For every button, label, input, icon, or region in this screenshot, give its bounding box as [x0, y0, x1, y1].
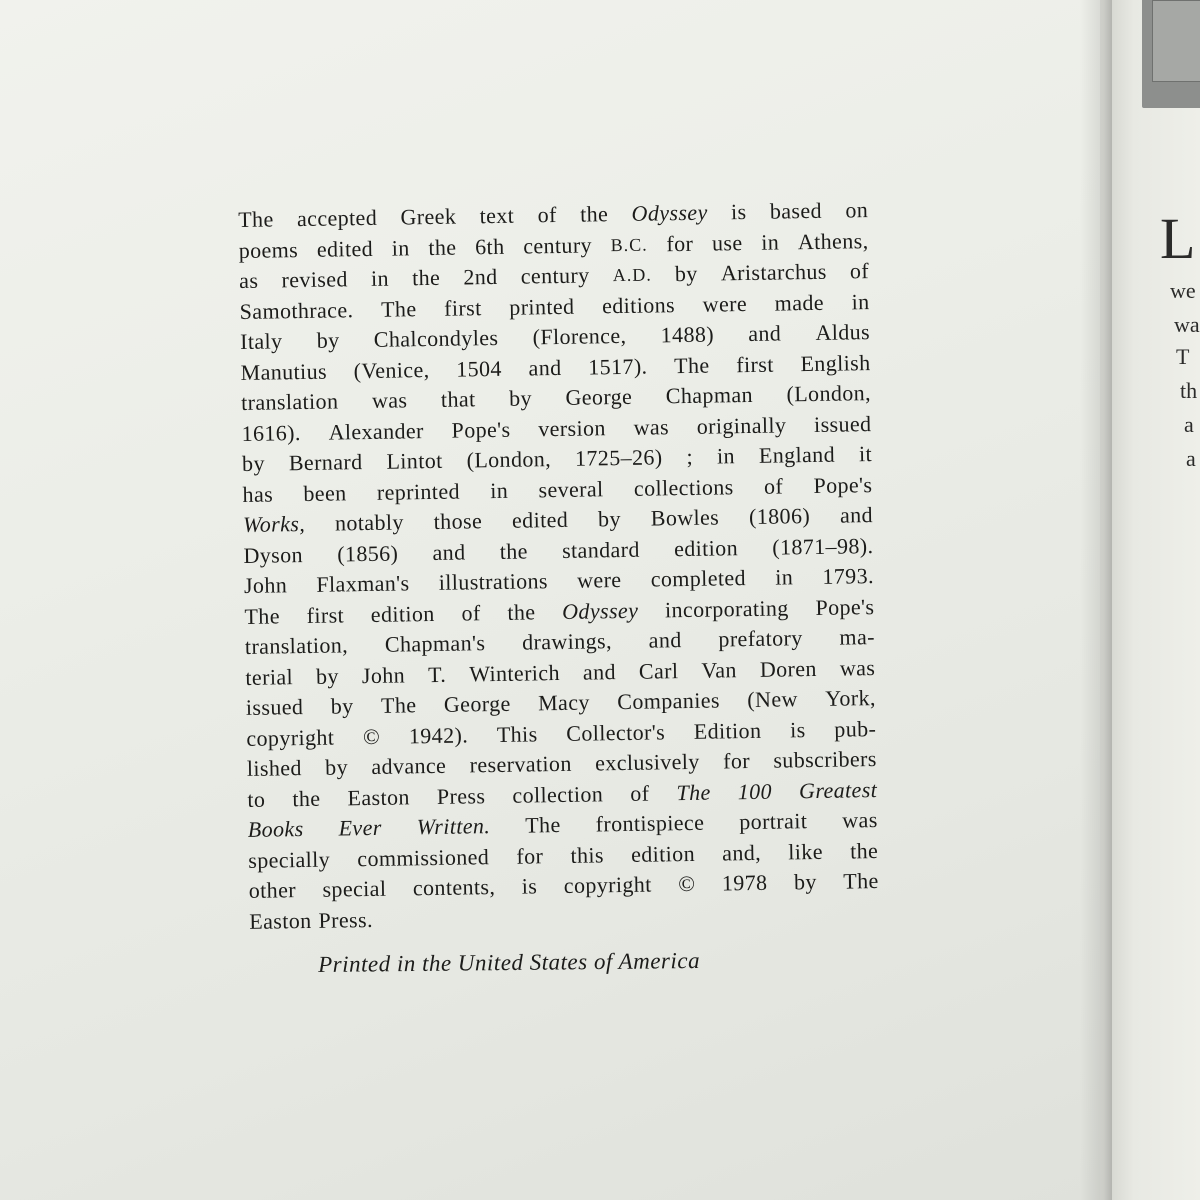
colophon-word: Samothrace. [239, 296, 354, 324]
colophon-word: illustrations [438, 568, 549, 595]
colophon-word: ; [686, 443, 694, 469]
colophon-word: by [330, 693, 354, 719]
colophon-word: special [322, 875, 387, 902]
colophon-word: Written. [416, 813, 491, 840]
colophon-word: in [775, 564, 794, 590]
colophon-word: is [789, 716, 806, 742]
colophon-word: text [479, 202, 515, 229]
colophon-word: and [528, 354, 562, 380]
colophon-word: and [648, 627, 682, 653]
colophon-word: Bernard [288, 449, 363, 476]
colophon-word: George [443, 690, 511, 717]
colophon-word: has [242, 480, 274, 507]
colophon-word: Doren [759, 655, 818, 682]
colophon-word: edition [370, 600, 435, 627]
colophon-word: Greatest [798, 776, 878, 803]
facing-text-fragment: T [1176, 344, 1190, 369]
colophon-word: was [842, 807, 878, 833]
colophon-word: copyright [563, 871, 652, 898]
colophon-word: century [522, 231, 593, 259]
colophon-word: and [582, 658, 617, 685]
colophon-word: Pope's [451, 416, 511, 443]
colophon-word: Companies [617, 687, 721, 715]
colophon-word: edition [630, 840, 696, 867]
colophon-word: The [673, 352, 710, 378]
colophon-word: like [788, 838, 824, 864]
colophon-word: of [849, 258, 870, 284]
colophon-word: England [758, 441, 836, 468]
colophon-word: was [371, 387, 408, 413]
colophon-word: of [461, 599, 481, 626]
colophon-word: Books [247, 816, 304, 842]
colophon-word: incorporating [664, 594, 789, 622]
colophon-word: century [520, 262, 590, 289]
colophon-word: Lintot [386, 447, 443, 474]
colophon-word: poems [238, 236, 299, 263]
colophon-word: by [597, 506, 622, 532]
colophon-word: as [238, 267, 259, 293]
colophon-word: accepted [296, 204, 378, 232]
colophon-word: in [716, 443, 736, 469]
colophon-word: the [499, 537, 529, 564]
colophon-word: drawings, [521, 628, 613, 655]
colophon-word: Chapman's [384, 630, 486, 657]
colophon-word: the [579, 201, 609, 227]
colophon-word: (1871–98). [772, 532, 874, 560]
colophon-word: to [247, 786, 266, 812]
colophon-word: B.C. [610, 234, 648, 255]
colophon-word: were [702, 290, 748, 317]
colophon-word: and [839, 502, 874, 528]
colophon-word: standard [561, 536, 641, 563]
colophon-word: other [248, 877, 297, 903]
colophon-word: it [858, 441, 873, 467]
colophon-word: 2nd [463, 263, 498, 290]
colophon-word: of [537, 201, 557, 228]
colophon-word: of [763, 472, 784, 499]
facing-text-fragment: th [1180, 378, 1198, 403]
colophon-word: 1793. [822, 563, 875, 589]
colophon-word: were [576, 567, 622, 593]
facing-text-fragment: a [1186, 446, 1196, 471]
colophon-word: Easton [249, 907, 312, 934]
colophon-word: (Venice, [353, 356, 430, 383]
colophon-word: first [443, 294, 482, 321]
colophon-word: originally [696, 411, 787, 439]
facing-text-fragment: we [1170, 278, 1196, 303]
colophon-word: that [440, 386, 476, 412]
colophon-word: John [243, 572, 288, 598]
facing-page [1112, 0, 1200, 1200]
colophon-word: of [630, 780, 650, 806]
colophon-word: Van [701, 656, 738, 683]
colophon-word: English [800, 349, 871, 376]
colophon-word: 1504 [456, 355, 503, 382]
colophon-word: 6th [474, 233, 505, 259]
colophon-word: reservation [469, 750, 572, 778]
colophon-word: by [316, 327, 340, 353]
colophon-word: use [711, 229, 743, 256]
colophon-word: is [730, 199, 747, 225]
colophon-word: Collector's [566, 718, 666, 746]
colophon-word: specially [248, 846, 331, 873]
colophon-word: A.D. [612, 264, 652, 286]
colophon-word: those [433, 508, 483, 534]
colophon-word: by [324, 754, 349, 780]
colophon-word: terial [245, 663, 294, 690]
colophon-word: and [748, 320, 782, 346]
colophon-word: been [303, 479, 347, 506]
colophon-word: Pope's [813, 471, 873, 498]
colophon-word: the [428, 234, 457, 260]
colophon-word: is [521, 873, 538, 899]
colophon-word: contents, [412, 874, 496, 901]
colophon-word: notably [334, 509, 404, 536]
colophon-word: was [839, 654, 876, 681]
colophon-word: (1806) [748, 503, 811, 530]
colophon-word: (London, [786, 380, 872, 407]
colophon-word: in [851, 288, 870, 314]
colophon-word: T. [427, 661, 447, 687]
colophon-word: by [315, 662, 340, 689]
colophon-word: Pope's [815, 593, 875, 620]
colophon-word: Italy [239, 328, 283, 354]
colophon-word: reprinted [376, 478, 461, 505]
colophon-word: pub- [834, 715, 877, 742]
colophon-word: ma- [839, 624, 876, 650]
colophon-word: York, [825, 685, 876, 711]
colophon-word: (Florence, [532, 322, 627, 350]
colophon-word: edition [673, 534, 739, 561]
colophon-word: Aristarchus [720, 258, 827, 286]
colophon-word: Macy [537, 689, 590, 716]
colophon-word: for [722, 748, 751, 774]
colophon-word: Chalcondyles [373, 324, 499, 352]
colophon-word: first [306, 601, 345, 628]
colophon-word: for [666, 230, 694, 256]
printed-in-usa-line: Printed in the United States of America [318, 948, 701, 977]
colophon-word: The [843, 868, 879, 894]
colophon-word: 100 [737, 778, 773, 804]
colophon-word: edited [511, 506, 569, 533]
colophon-word: The [380, 295, 417, 322]
colophon-word: frontispiece [595, 809, 705, 837]
colophon-word: subscribers [773, 746, 877, 773]
colophon-word: 1517). [588, 353, 648, 380]
colophon-word: lished [246, 755, 302, 781]
colophon-word: revised [281, 266, 349, 293]
colophon-word: Carl [638, 657, 679, 684]
colophon-word: was [633, 413, 670, 440]
colophon-word: edited [316, 235, 374, 262]
facing-text-fragment: wa [1174, 312, 1200, 337]
colophon-word: 1488) [660, 321, 715, 348]
colophon-word: editions [601, 291, 676, 318]
colophon-word: The [238, 206, 274, 232]
colophon-word: in [391, 234, 410, 261]
colophon-word: Easton [347, 783, 410, 810]
colophon-word: John [361, 661, 406, 688]
colophon-word: on [845, 197, 869, 223]
colophon-word: The [380, 692, 417, 718]
colophon-word: Bowles [650, 504, 720, 531]
colophon-text-block [238, 195, 879, 937]
colophon-word: Greek [400, 203, 457, 230]
colophon-word: by [508, 385, 533, 411]
colophon-word: translation [240, 388, 339, 415]
colophon-word: Odyssey [631, 199, 708, 226]
colophon-word: Winterich [469, 659, 561, 686]
colophon-word: © [678, 870, 696, 897]
colophon-word: 1725–26) [574, 444, 663, 471]
colophon-word: the [411, 264, 441, 291]
colophon-word: collection [512, 780, 604, 808]
colophon-word: the [292, 785, 321, 811]
facing-page-illustration [1142, 0, 1200, 108]
colophon-word: 1942). [408, 721, 469, 748]
colophon-word: several [538, 475, 604, 502]
colophon-word: Ever [338, 814, 382, 841]
colophon-word: the [849, 837, 879, 863]
colophon-word: printed [509, 293, 575, 320]
colophon-word: 1616). [241, 419, 302, 446]
colophon-word: (New [747, 686, 798, 713]
colophon-word: in [490, 477, 509, 503]
colophon-word: issued [813, 410, 872, 437]
colophon-word: by [793, 868, 817, 895]
colophon-word: Works, [242, 510, 306, 537]
colophon-word: Flaxman's [316, 570, 410, 597]
colophon-word: based [769, 197, 823, 224]
colophon-word: George [565, 383, 633, 410]
colophon-word: advance [371, 752, 447, 779]
colophon-word: for [516, 842, 544, 869]
colophon-word: Athens, [797, 227, 869, 254]
colophon-word: The [244, 602, 281, 629]
colophon-word: exclusively [594, 748, 700, 776]
facing-text-fragment: a [1184, 412, 1194, 437]
colophon-word: The [676, 779, 711, 805]
colophon-word: Press [436, 782, 486, 809]
colophon-word: the [507, 598, 536, 625]
colophon-word: Edition [693, 717, 762, 744]
colophon-word: this [570, 841, 605, 868]
colophon-word: in [761, 229, 780, 255]
colophon-word: and, [721, 839, 762, 865]
colophon-word: version [538, 414, 607, 441]
colophon-word: by [674, 260, 698, 287]
colophon-word: by [241, 450, 266, 476]
colophon-word: in [370, 265, 390, 291]
colophon-word: (1856) [337, 540, 399, 566]
colophon-word: (London, [466, 446, 552, 473]
colophon-word: completed [650, 565, 747, 592]
colophon-word: prefatory [718, 625, 803, 652]
colophon-word: This [496, 720, 538, 747]
colophon-word: Dyson [243, 541, 304, 568]
colophon-word: copyright [246, 724, 335, 751]
drop-cap-initial: L [1160, 206, 1196, 271]
colophon-word: collections [633, 473, 734, 501]
colophon-word: and [432, 538, 466, 565]
colophon-word: 1978 [721, 869, 768, 896]
colophon-word: first [736, 351, 774, 377]
colophon-word: portrait [739, 808, 808, 835]
colophon-word: Alexander [328, 417, 424, 445]
colophon-word: Chapman [665, 381, 754, 409]
colophon-word: made [774, 289, 825, 316]
colophon-word: Manutius [240, 358, 328, 385]
illustration-frame [1152, 0, 1200, 82]
colophon-word: The [525, 812, 561, 838]
colophon-word: © [362, 723, 381, 749]
colophon-word: translation, [244, 632, 349, 659]
colophon-word: Aldus [815, 319, 871, 345]
colophon-word: issued [245, 694, 304, 720]
colophon-word: Odyssey [561, 597, 639, 624]
colophon-word: Press. [318, 906, 374, 933]
colophon-word: commissioned [357, 843, 490, 871]
